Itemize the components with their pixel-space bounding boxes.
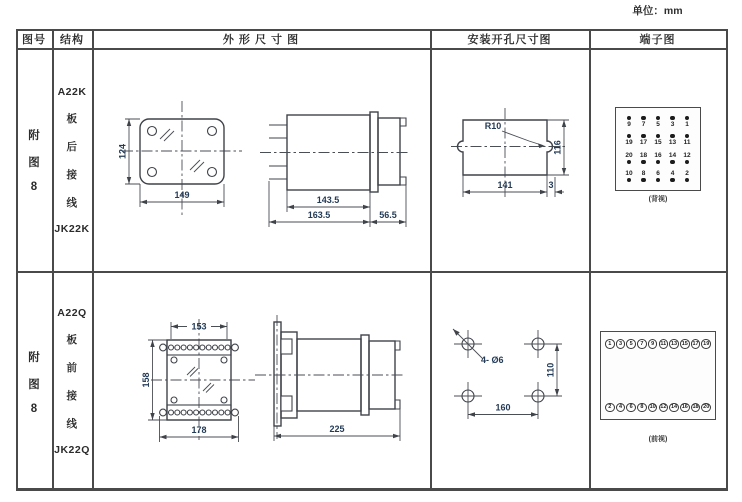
structure-label: 前: [66, 362, 78, 374]
structure-label: A22K: [57, 85, 87, 98]
terminal-number: 20: [625, 151, 633, 159]
terminal-dot-cell: [623, 134, 635, 147]
terminal-number: 15: [654, 139, 662, 147]
hole-crosshairs: [454, 330, 552, 410]
row2-fig-no-cell: [16, 272, 52, 491]
header-mounting: 安装开孔尺寸图: [467, 34, 552, 46]
terminal-dot: [670, 178, 675, 183]
header-structure: 结构: [60, 34, 84, 46]
dim-body-143-5: 143.5: [316, 195, 340, 205]
dim-width-149: 149: [174, 190, 190, 200]
relay-pins: [269, 125, 287, 179]
terminal-dot-cell: [667, 134, 679, 147]
terminal-dot-cell: [638, 152, 650, 165]
terminal-dot-cell: [667, 116, 679, 129]
terminal-dot: [656, 116, 661, 121]
table-border-bottom: [16, 488, 728, 491]
terminal-row-1: [616, 116, 700, 129]
unit-label: 单位：mm: [632, 5, 683, 17]
terminal-circle-number: 17: [692, 340, 699, 347]
dim-width-160: 160: [495, 402, 511, 413]
a22q-front-view-drawing: [143, 313, 263, 448]
terminal-number: 6: [656, 169, 660, 177]
terminal-dot-cell: [667, 152, 679, 165]
structure-label: 接: [66, 168, 78, 181]
front-view-caption: (前视): [648, 436, 668, 443]
terminal-number: 1: [685, 121, 689, 129]
terminal-dot: [641, 178, 646, 183]
table-divider-2: [92, 29, 94, 491]
figure-number-char: 8: [30, 181, 38, 193]
terminal-circle-number: 5: [626, 339, 636, 349]
dim-height-158: 158: [141, 372, 151, 388]
terminal-row-3: [616, 152, 700, 165]
terminal-dot: [685, 116, 690, 121]
terminal-number: 19: [625, 139, 633, 147]
terminal-dot-cell: [652, 116, 664, 129]
terminal-number: 14: [668, 151, 677, 159]
table-divider-4: [589, 29, 591, 491]
terminal-dot-cell: [623, 116, 635, 129]
terminal-number: 12: [683, 151, 691, 159]
a22k-terminal-diagram: [615, 107, 701, 191]
terminal-bottom-row: [605, 403, 711, 413]
terminal-circle-number: 10: [649, 404, 656, 411]
terminal-circle-number: 15: [681, 340, 688, 347]
terminal-number: 8: [641, 169, 646, 177]
terminal-dot-cell: [681, 134, 693, 147]
a22q-side-view-drawing: [253, 313, 408, 445]
terminal-dot: [627, 178, 632, 183]
row1-fig-no: [28, 127, 40, 193]
a22k-front-view-drawing: [100, 95, 242, 223]
structure-label: 后: [66, 140, 78, 153]
terminal-dot: [627, 160, 632, 165]
row2-structure: [54, 307, 90, 456]
terminal-dot-cell: [623, 152, 635, 165]
dim-width-178: 178: [191, 425, 207, 435]
terminal-dot: [670, 134, 675, 139]
terminal-dot-cell: [638, 170, 650, 183]
figure-number-char: 图: [28, 157, 40, 169]
dim-hole-label: 4- Ø6: [481, 355, 504, 365]
terminal-circle-number: 19: [703, 340, 710, 347]
terminal-number: 16: [654, 151, 662, 159]
terminal-circle-number: 3: [616, 339, 626, 349]
structure-label: 板: [66, 334, 78, 346]
terminal-number: 3: [670, 121, 675, 129]
terminal-dot: [656, 178, 661, 183]
terminal-number: 10: [625, 169, 633, 177]
dim-top-153: 153: [191, 321, 207, 332]
terminal-number: 18: [639, 151, 648, 159]
terminal-circle-number: 1: [605, 339, 615, 349]
figure-number-char: 图: [28, 378, 40, 391]
dim-width-141: 141: [497, 180, 513, 190]
dim-radius-r10: R10: [484, 121, 502, 131]
terminal-dot: [641, 116, 646, 121]
terminal-dot-cell: [667, 170, 679, 183]
terminal-circle-number: 13: [671, 340, 678, 347]
structure-label: A22Q: [57, 307, 87, 319]
dim-height-116: 116: [552, 140, 563, 155]
row1-structure-cell: [52, 49, 92, 271]
row1-fig-no-cell: [16, 49, 52, 271]
terminal-row-2: [616, 134, 700, 147]
terminal-dot-cell: [652, 134, 664, 147]
dim-total-163-5: 163.5: [307, 210, 331, 220]
rear-view-caption: (背视): [648, 196, 668, 203]
a22q-terminal-diagram: [600, 331, 716, 420]
terminal-dot: [670, 160, 675, 165]
terminal-circle-number: 2: [605, 403, 615, 413]
dim-rear-56-5: 56.5: [379, 210, 397, 220]
terminal-dot: [656, 134, 661, 139]
structure-label: 接: [66, 390, 78, 402]
a22k-side-view-drawing: [256, 98, 414, 230]
terminal-row-4: [616, 170, 700, 183]
dim-total-225: 225: [329, 424, 345, 434]
table-divider-3: [430, 29, 432, 491]
a22q-mounting-hole-drawing: [443, 326, 573, 426]
structure-label: JK22K: [54, 222, 90, 235]
terminal-dot: [641, 134, 646, 139]
terminal-dot: [641, 160, 646, 165]
terminal-dot: [685, 178, 690, 183]
terminal-circle-number: 6: [626, 403, 636, 413]
terminal-dot-cell: [681, 152, 693, 165]
terminal-dot-cell: [652, 152, 664, 165]
header-terminal: 端子图: [639, 34, 676, 46]
terminal-circle-number: 9: [648, 339, 658, 349]
structure-label: 板: [66, 112, 78, 125]
terminal-number: 7: [641, 121, 646, 129]
terminal-circle-number: 12: [660, 404, 667, 411]
terminal-dot: [627, 134, 632, 139]
dim-gap-3: 3: [548, 180, 554, 190]
terminal-circle-number: 8: [637, 403, 647, 413]
terminal-circle-number: 7: [637, 339, 647, 349]
terminal-number: 13: [668, 139, 677, 147]
terminal-circle-number: 14: [671, 404, 678, 411]
terminal-dot: [656, 160, 661, 165]
header-fig-no: 图号: [22, 34, 46, 46]
structure-label: 线: [66, 196, 78, 209]
terminal-dot: [685, 160, 690, 165]
terminal-number: 11: [683, 139, 691, 147]
terminal-dot-cell: [638, 134, 650, 147]
dim-height-110: 110: [545, 362, 556, 378]
figure-number-char: 附: [28, 351, 40, 364]
terminal-dot: [627, 116, 632, 121]
row1-structure: [54, 86, 89, 235]
structure-label: JK22Q: [54, 444, 90, 456]
terminal-number: 9: [627, 121, 631, 129]
a22k-mounting-hole-drawing: [443, 98, 575, 210]
terminal-circle-number: 16: [681, 404, 688, 411]
terminal-dot: [685, 134, 690, 139]
terminal-dot-cell: [681, 116, 693, 129]
dim-height-124: 124: [117, 143, 128, 160]
terminal-circle-number: 18: [692, 404, 699, 411]
terminal-dot-cell: [638, 116, 650, 129]
terminal-dot-cell: [652, 170, 664, 183]
table-border-rowdivider: [16, 271, 728, 273]
terminal-top-row: [605, 339, 711, 349]
terminal-number: 2: [685, 169, 689, 177]
terminal-circle-number: 20: [703, 404, 710, 411]
terminal-number: 4: [670, 169, 675, 177]
terminal-number: 17: [639, 139, 648, 147]
header-outline: 外 形 尺 寸 图: [222, 34, 300, 46]
figure-number-char: 附: [28, 130, 40, 142]
structure-label: 线: [66, 418, 78, 430]
table-border-right: [726, 29, 728, 491]
terminal-number: 5: [656, 121, 660, 129]
row2-fig-no: [28, 349, 40, 415]
terminal-dot-cell: [681, 170, 693, 183]
terminal-circle-number: 4: [616, 403, 626, 413]
row2-structure-cell: [52, 272, 92, 491]
terminal-dot-cell: [623, 170, 635, 183]
figure-number-char: 8: [30, 402, 38, 415]
terminal-dot: [670, 116, 675, 121]
terminal-circle-number: 11: [660, 340, 667, 347]
